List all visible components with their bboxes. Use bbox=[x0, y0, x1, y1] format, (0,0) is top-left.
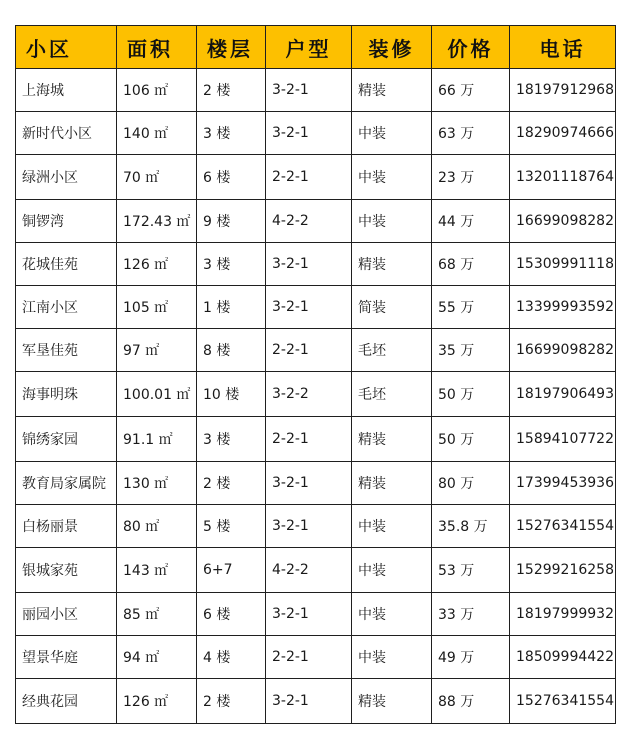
floor-cell: 2 楼 bbox=[197, 462, 266, 505]
community-name-cell: 丽园小区 bbox=[16, 593, 117, 636]
community-name-cell: 望景华庭 bbox=[16, 636, 117, 679]
area-cell: 80 ㎡ bbox=[117, 505, 197, 548]
table-row bbox=[16, 636, 616, 679]
community-name-cell: 铜锣湾 bbox=[16, 200, 117, 243]
decoration-cell: 简装 bbox=[352, 286, 432, 329]
community-name-cell: 军垦佳苑 bbox=[16, 329, 117, 372]
area-cell: 172.43 ㎡ bbox=[117, 200, 197, 243]
decoration-cell: 精装 bbox=[352, 679, 432, 724]
layout-cell: 3-2-1 bbox=[266, 679, 352, 724]
area-cell: 94 ㎡ bbox=[117, 636, 197, 679]
phone-cell: 16699098282 bbox=[510, 200, 616, 243]
price-cell: 55 万 bbox=[432, 286, 510, 329]
header-community: 小区 bbox=[16, 26, 117, 69]
layout-cell: 3-2-1 bbox=[266, 112, 352, 155]
community-name-cell: 绿洲小区 bbox=[16, 155, 117, 200]
floor-cell: 2 楼 bbox=[197, 69, 266, 112]
price-cell: 50 万 bbox=[432, 417, 510, 462]
header-row bbox=[16, 26, 616, 69]
table-row bbox=[16, 372, 616, 417]
community-name-cell: 白杨丽景 bbox=[16, 505, 117, 548]
phone-cell: 18197999932 bbox=[510, 593, 616, 636]
price-cell: 68 万 bbox=[432, 243, 510, 286]
table-row bbox=[16, 505, 616, 548]
decoration-cell: 中装 bbox=[352, 200, 432, 243]
area-cell: 140 ㎡ bbox=[117, 112, 197, 155]
phone-cell: 18290974666 bbox=[510, 112, 616, 155]
area-cell: 70 ㎡ bbox=[117, 155, 197, 200]
phone-cell: 15299216258 bbox=[510, 548, 616, 593]
price-cell: 66 万 bbox=[432, 69, 510, 112]
floor-cell: 1 楼 bbox=[197, 286, 266, 329]
header-area: 面积 bbox=[117, 26, 197, 69]
community-name-cell: 经典花园 bbox=[16, 679, 117, 724]
area-cell: 143 ㎡ bbox=[117, 548, 197, 593]
table-row bbox=[16, 548, 616, 593]
decoration-cell: 中装 bbox=[352, 112, 432, 155]
decoration-cell: 毛坯 bbox=[352, 372, 432, 417]
phone-cell: 18197906493 bbox=[510, 372, 616, 417]
phone-cell: 18197912968 bbox=[510, 69, 616, 112]
header-floor: 楼层 bbox=[197, 26, 266, 69]
layout-cell: 3-2-1 bbox=[266, 505, 352, 548]
price-cell: 50 万 bbox=[432, 372, 510, 417]
floor-cell: 6 楼 bbox=[197, 593, 266, 636]
phone-cell: 13201118764 bbox=[510, 155, 616, 200]
floor-cell: 10 楼 bbox=[197, 372, 266, 417]
decoration-cell: 中装 bbox=[352, 593, 432, 636]
price-cell: 63 万 bbox=[432, 112, 510, 155]
area-cell: 100.01 ㎡ bbox=[117, 372, 197, 417]
phone-cell: 15894107722 bbox=[510, 417, 616, 462]
layout-cell: 3-2-2 bbox=[266, 372, 352, 417]
floor-cell: 5 楼 bbox=[197, 505, 266, 548]
price-cell: 23 万 bbox=[432, 155, 510, 200]
phone-cell: 13399993592 bbox=[510, 286, 616, 329]
phone-cell: 17399453936 bbox=[510, 462, 616, 505]
table-row bbox=[16, 462, 616, 505]
table-row bbox=[16, 286, 616, 329]
price-cell: 88 万 bbox=[432, 679, 510, 724]
price-cell: 35 万 bbox=[432, 329, 510, 372]
price-cell: 80 万 bbox=[432, 462, 510, 505]
decoration-cell: 中装 bbox=[352, 548, 432, 593]
table-row bbox=[16, 593, 616, 636]
layout-cell: 2-2-1 bbox=[266, 329, 352, 372]
layout-cell: 3-2-1 bbox=[266, 286, 352, 329]
table-row bbox=[16, 69, 616, 112]
header-phone: 电话 bbox=[510, 26, 616, 69]
table-row bbox=[16, 243, 616, 286]
layout-cell: 3-2-1 bbox=[266, 69, 352, 112]
decoration-cell: 中装 bbox=[352, 505, 432, 548]
area-cell: 130 ㎡ bbox=[117, 462, 197, 505]
decoration-cell: 中装 bbox=[352, 636, 432, 679]
layout-cell: 2-2-1 bbox=[266, 636, 352, 679]
area-cell: 91.1 ㎡ bbox=[117, 417, 197, 462]
community-name-cell: 花城佳苑 bbox=[16, 243, 117, 286]
area-cell: 106 ㎡ bbox=[117, 69, 197, 112]
price-cell: 53 万 bbox=[432, 548, 510, 593]
floor-cell: 2 楼 bbox=[197, 679, 266, 724]
header-layout: 户型 bbox=[266, 26, 352, 69]
area-cell: 126 ㎡ bbox=[117, 679, 197, 724]
floor-cell: 3 楼 bbox=[197, 243, 266, 286]
table-body bbox=[16, 69, 616, 724]
decoration-cell: 精装 bbox=[352, 243, 432, 286]
table-row bbox=[16, 329, 616, 372]
phone-cell: 18509994422 bbox=[510, 636, 616, 679]
floor-cell: 8 楼 bbox=[197, 329, 266, 372]
community-name-cell: 海事明珠 bbox=[16, 372, 117, 417]
decoration-cell: 毛坯 bbox=[352, 329, 432, 372]
decoration-cell: 精装 bbox=[352, 462, 432, 505]
table-row bbox=[16, 112, 616, 155]
floor-cell: 3 楼 bbox=[197, 112, 266, 155]
table-row bbox=[16, 200, 616, 243]
house-listing-table bbox=[15, 25, 616, 724]
table-row bbox=[16, 679, 616, 724]
phone-cell: 15276341554 bbox=[510, 505, 616, 548]
community-name-cell: 江南小区 bbox=[16, 286, 117, 329]
layout-cell: 3-2-1 bbox=[266, 462, 352, 505]
phone-cell: 16699098282 bbox=[510, 329, 616, 372]
table-row bbox=[16, 417, 616, 462]
price-cell: 49 万 bbox=[432, 636, 510, 679]
floor-cell: 4 楼 bbox=[197, 636, 266, 679]
area-cell: 126 ㎡ bbox=[117, 243, 197, 286]
community-name-cell: 新时代小区 bbox=[16, 112, 117, 155]
decoration-cell: 精装 bbox=[352, 69, 432, 112]
area-cell: 85 ㎡ bbox=[117, 593, 197, 636]
floor-cell: 6+7 bbox=[197, 548, 266, 593]
community-name-cell: 教育局家属院 bbox=[16, 462, 117, 505]
layout-cell: 4-2-2 bbox=[266, 200, 352, 243]
layout-cell: 2-2-1 bbox=[266, 417, 352, 462]
price-cell: 33 万 bbox=[432, 593, 510, 636]
table-row bbox=[16, 155, 616, 200]
floor-cell: 9 楼 bbox=[197, 200, 266, 243]
layout-cell: 3-2-1 bbox=[266, 593, 352, 636]
phone-cell: 15309991118 bbox=[510, 243, 616, 286]
header-decoration: 装修 bbox=[352, 26, 432, 69]
area-cell: 97 ㎡ bbox=[117, 329, 197, 372]
area-cell: 105 ㎡ bbox=[117, 286, 197, 329]
price-cell: 44 万 bbox=[432, 200, 510, 243]
layout-cell: 3-2-1 bbox=[266, 243, 352, 286]
layout-cell: 2-2-1 bbox=[266, 155, 352, 200]
phone-cell: 15276341554 bbox=[510, 679, 616, 724]
decoration-cell: 精装 bbox=[352, 417, 432, 462]
community-name-cell: 银城家苑 bbox=[16, 548, 117, 593]
header-price: 价格 bbox=[432, 26, 510, 69]
price-cell: 35.8 万 bbox=[432, 505, 510, 548]
community-name-cell: 锦绣家园 bbox=[16, 417, 117, 462]
community-name-cell: 上海城 bbox=[16, 69, 117, 112]
floor-cell: 6 楼 bbox=[197, 155, 266, 200]
layout-cell: 4-2-2 bbox=[266, 548, 352, 593]
floor-cell: 3 楼 bbox=[197, 417, 266, 462]
decoration-cell: 中装 bbox=[352, 155, 432, 200]
